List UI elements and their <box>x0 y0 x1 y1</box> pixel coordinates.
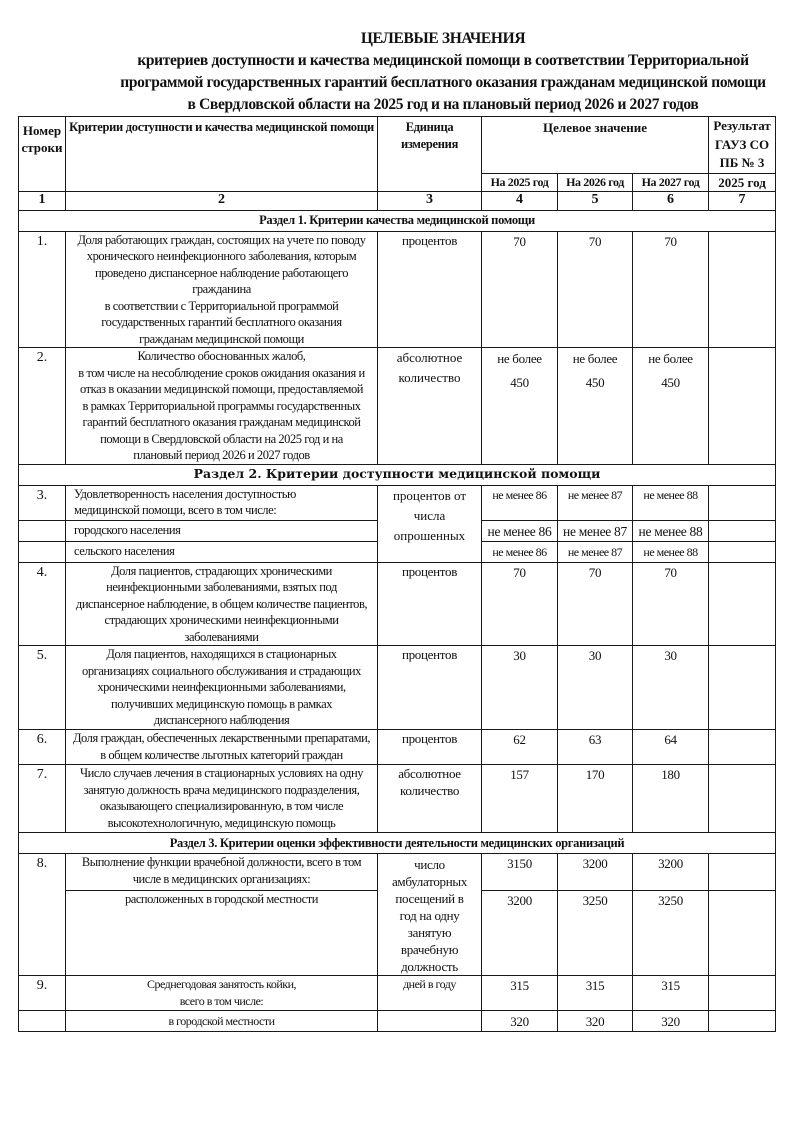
value-2025: 157 <box>482 765 558 833</box>
header-row <box>19 117 776 174</box>
value-2027: 3200 <box>633 854 709 891</box>
criterion-line: страдающих хроническими неинфекционными <box>104 613 339 627</box>
value-2025: 62 <box>482 730 558 765</box>
value-2025: не менее 86 <box>482 541 558 562</box>
row-number: 2. <box>19 348 66 465</box>
row-number-empty <box>19 520 66 541</box>
result-2025 <box>709 730 776 765</box>
row-number: 8. <box>19 854 66 976</box>
col-number-3: 3 <box>378 191 482 210</box>
criterion-line: Удовлетворенность населения доступностью <box>74 486 296 501</box>
value-2026: не менее 87 <box>558 485 633 520</box>
header-year-2026: На 2026 год <box>558 173 633 191</box>
col-number-6: 6 <box>633 191 709 210</box>
unit-cell: процентов <box>378 646 482 730</box>
criterion-line: государственных гарантий бесплатного оказания <box>101 315 342 329</box>
table-row <box>19 730 776 765</box>
row-number: 6. <box>19 730 66 765</box>
value-2027: 320 <box>633 1011 709 1032</box>
criterion-line: в рамках Территориальной программы государственных <box>82 398 361 413</box>
result-2025 <box>709 541 776 562</box>
unit-line: занятую <box>407 925 452 940</box>
value-2025: 320 <box>482 1011 558 1032</box>
criterion-line: диспансерное наблюдение, в общем количестве пациентов, <box>75 596 368 611</box>
criterion-line: гарантий бесплатного оказания гражданам медицинской <box>82 415 361 429</box>
criterion-line: Среднегодовая занятость койки, <box>146 977 297 991</box>
table-row <box>19 231 776 348</box>
table-row <box>19 646 776 730</box>
value-qualifier: не более <box>572 351 618 366</box>
unit-cell: дней в году <box>378 976 482 1011</box>
section-row <box>19 464 776 485</box>
criterion-line: гражданам медицинской помощи <box>139 331 304 346</box>
criterion-line: хроническими неинфекционными заболеваниями, <box>97 680 346 694</box>
row-number: 9. <box>19 976 66 1011</box>
value-2027: 64 <box>633 730 709 765</box>
row-number: 1. <box>19 231 66 348</box>
unit-cell <box>378 1011 482 1032</box>
value-qualifier: не более <box>497 351 542 366</box>
value-2025: 3150 <box>482 854 558 891</box>
result-2025 <box>709 976 776 1011</box>
value-2026: 70 <box>558 562 633 646</box>
criterion-line: помощи в Свердловской области на 2025 год и на <box>100 431 343 446</box>
unit-line: посещений в <box>395 891 464 906</box>
criterion-text <box>66 730 378 765</box>
unit-cell: абсолютное количество <box>378 765 482 833</box>
value-2026: 320 <box>558 1011 633 1032</box>
value-2025: 70 <box>482 562 558 646</box>
unit-line: должность <box>401 959 458 974</box>
value-2027: 315 <box>633 976 709 1011</box>
table-row <box>19 485 776 520</box>
unit-cell: процентов от числа опрошенных <box>378 485 482 562</box>
value-2026: 315 <box>558 976 633 1011</box>
result-2025 <box>709 890 776 975</box>
criterion-subitem: сельского населения <box>66 541 378 562</box>
criterion-line: в общем количестве льготных категорий граждан <box>100 747 343 762</box>
result-2025 <box>709 1011 776 1032</box>
criterion-line: медицинской помощи, всего в том числе: <box>74 503 277 517</box>
criterion-line: Доля пациентов, находящихся в стационарных <box>106 647 337 661</box>
value-2026: не менее 87 <box>558 520 633 541</box>
value-number: 450 <box>661 375 680 390</box>
result-2025 <box>709 854 776 891</box>
col-number-5: 5 <box>558 191 633 210</box>
title-line-3: программой государственных гарантий бесплатного оказания гражданам медицинской помощи <box>120 74 766 91</box>
section-2-title: Раздел 2. Критерии доступности медицинской помощи <box>19 464 776 485</box>
header-year-2025: На 2025 год <box>482 173 558 191</box>
criterion-text <box>66 348 378 465</box>
criterion-line: оказывающего специализированную, в том числе <box>99 799 344 813</box>
criterion-text <box>66 231 378 348</box>
criterion-line: заболеваниями <box>184 629 259 644</box>
criterion-line: неинфекционными заболеваниями, взятых под <box>106 580 337 594</box>
value-2025: не менее 86 <box>482 520 558 541</box>
result-2025 <box>709 646 776 730</box>
criterion-line: всего в том числе: <box>179 993 264 1008</box>
value-2027: не менее 88 <box>633 485 709 520</box>
row-number: 3. <box>19 485 66 520</box>
table-row <box>19 976 776 1011</box>
value-2025: не менее 86 <box>482 485 558 520</box>
value-2025 <box>482 348 558 465</box>
row-number: 4. <box>19 562 66 646</box>
header-year-2027: На 2027 год <box>633 173 709 191</box>
value-2026: не менее 87 <box>558 541 633 562</box>
criterion-line: Количество обоснованных жалоб, <box>137 349 306 363</box>
header-result-year: 2025 год <box>709 173 776 191</box>
criterion-line: Число случаев лечения в стационарных условиях на одну <box>79 766 363 780</box>
criterion-line: получивших медицинскую помощь в рамках <box>110 696 333 711</box>
criteria-table <box>18 116 776 1032</box>
unit-line: число <box>414 857 445 872</box>
criterion-line: в том числе на несоблюдение сроков ожидания оказания и <box>78 365 365 380</box>
criterion-text <box>66 646 378 730</box>
result-2025 <box>709 485 776 520</box>
criterion-line: числе в медицинских организациях: <box>132 871 311 886</box>
col-number-4: 4 <box>482 191 558 210</box>
criterion-text <box>66 854 378 891</box>
unit-cell: процентов <box>378 562 482 646</box>
criterion-subitem: расположенных в городской местности <box>66 890 378 975</box>
value-number: 450 <box>585 375 605 390</box>
value-2027: 70 <box>633 231 709 348</box>
value-2027: 70 <box>633 562 709 646</box>
table-row <box>19 854 776 891</box>
criterion-text <box>66 976 378 1011</box>
unit-cell: абсолютное количество <box>378 348 482 465</box>
value-2026: 3250 <box>558 890 633 975</box>
column-numbers-row <box>19 191 776 210</box>
criterion-subitem: городского населения <box>66 520 378 541</box>
value-2027 <box>633 348 709 465</box>
table-row <box>19 348 776 465</box>
col-number-2: 2 <box>66 191 378 210</box>
table-row <box>19 562 776 646</box>
document-title <box>100 28 786 116</box>
header-result: Результат ГАУЗ СО ПБ № 3 <box>709 117 776 174</box>
value-2026: 3200 <box>558 854 633 891</box>
value-2027: 3250 <box>633 890 709 975</box>
criterion-line: отказ в оказании медицинской помощи, предоставляемой <box>80 382 363 396</box>
title-line-1: ЦЕЛЕВЫЕ ЗНАЧЕНИЯ <box>360 30 526 47</box>
value-number: 450 <box>510 375 529 390</box>
value-2025: 70 <box>482 231 558 348</box>
header-row-number: Номер строки <box>19 117 66 192</box>
unit-line: амбулаторных <box>391 874 468 889</box>
criterion-line: Выполнение функции врачебной должности, всего в том <box>81 855 362 869</box>
result-2025 <box>709 348 776 465</box>
result-2025 <box>709 520 776 541</box>
criterion-line: высокотехнологичную, медицинскую помощь <box>107 815 336 830</box>
criterion-text <box>66 485 378 520</box>
header-unit: Единица измерения <box>378 117 482 192</box>
criterion-line: плановый период 2026 и 2027 годов <box>133 448 310 462</box>
value-2027: 180 <box>633 765 709 833</box>
unit-line: год на одну <box>399 908 460 923</box>
header-criteria: Критерии доступности и качества медицинской помощи <box>66 117 378 192</box>
row-number-empty <box>19 541 66 562</box>
value-2027: не менее 88 <box>633 541 709 562</box>
table-row <box>19 1011 776 1032</box>
criterion-line: гражданина <box>192 282 251 296</box>
section-row <box>19 833 776 854</box>
criterion-line: Доля граждан, обеспеченных лекарственными препаратами, <box>72 731 371 745</box>
value-2026: 63 <box>558 730 633 765</box>
value-2027: 30 <box>633 646 709 730</box>
value-2025: 30 <box>482 646 558 730</box>
result-2025 <box>709 231 776 348</box>
criterion-line: хронического неинфекционного заболевания, которым <box>86 249 357 263</box>
header-target-value: Целевое значение <box>482 117 709 174</box>
value-2026: 170 <box>558 765 633 833</box>
criterion-text <box>66 765 378 833</box>
value-2025: 315 <box>482 976 558 1011</box>
result-2025 <box>709 562 776 646</box>
section-3-title: Раздел 3. Критерии оценки эффективности деятельности медицинских организаций <box>19 833 776 854</box>
criterion-line: проведено диспансерное наблюдение работающего <box>94 265 349 280</box>
criterion-line: в соответствии с Территориальной программой <box>104 298 339 313</box>
value-2025: 3200 <box>482 890 558 975</box>
row-number: 7. <box>19 765 66 833</box>
criterion-line: Доля работающих граждан, состоящих на учете по поводу <box>77 232 366 247</box>
col-number-1: 1 <box>19 191 66 210</box>
section-row <box>19 210 776 231</box>
unit-cell <box>378 854 482 976</box>
row-number: 5. <box>19 646 66 730</box>
title-line-2: критериев доступности и качества медицинской помощи в соответствии Территориальной <box>137 52 749 69</box>
result-2025 <box>709 765 776 833</box>
criterion-line: диспансерного наблюдения <box>153 713 290 727</box>
section-1-title: Раздел 1. Критерии качества медицинской помощи <box>19 210 776 231</box>
row-number-empty <box>19 1011 66 1032</box>
criterion-line: занятую должность врача медицинского подразделения, <box>83 782 360 797</box>
table-row <box>19 765 776 833</box>
unit-cell: процентов <box>378 231 482 348</box>
value-qualifier: не более <box>648 351 693 366</box>
criterion-text <box>66 562 378 646</box>
criterion-line: организациях социального обслуживания и страдающих <box>82 663 361 678</box>
value-2026: 70 <box>558 231 633 348</box>
criterion-subitem: в городской местности <box>66 1011 378 1032</box>
value-2026: 30 <box>558 646 633 730</box>
col-number-7: 7 <box>709 191 776 210</box>
value-2027: не менее 88 <box>633 520 709 541</box>
title-line-4: в Свердловской области на 2025 год и на плановый период 2026 и 2027 годов <box>187 96 699 113</box>
unit-line: врачебную <box>400 942 459 957</box>
unit-cell: процентов <box>378 730 482 765</box>
value-2026 <box>558 348 633 465</box>
criterion-line: Доля пациентов, страдающих хроническими <box>111 563 332 578</box>
